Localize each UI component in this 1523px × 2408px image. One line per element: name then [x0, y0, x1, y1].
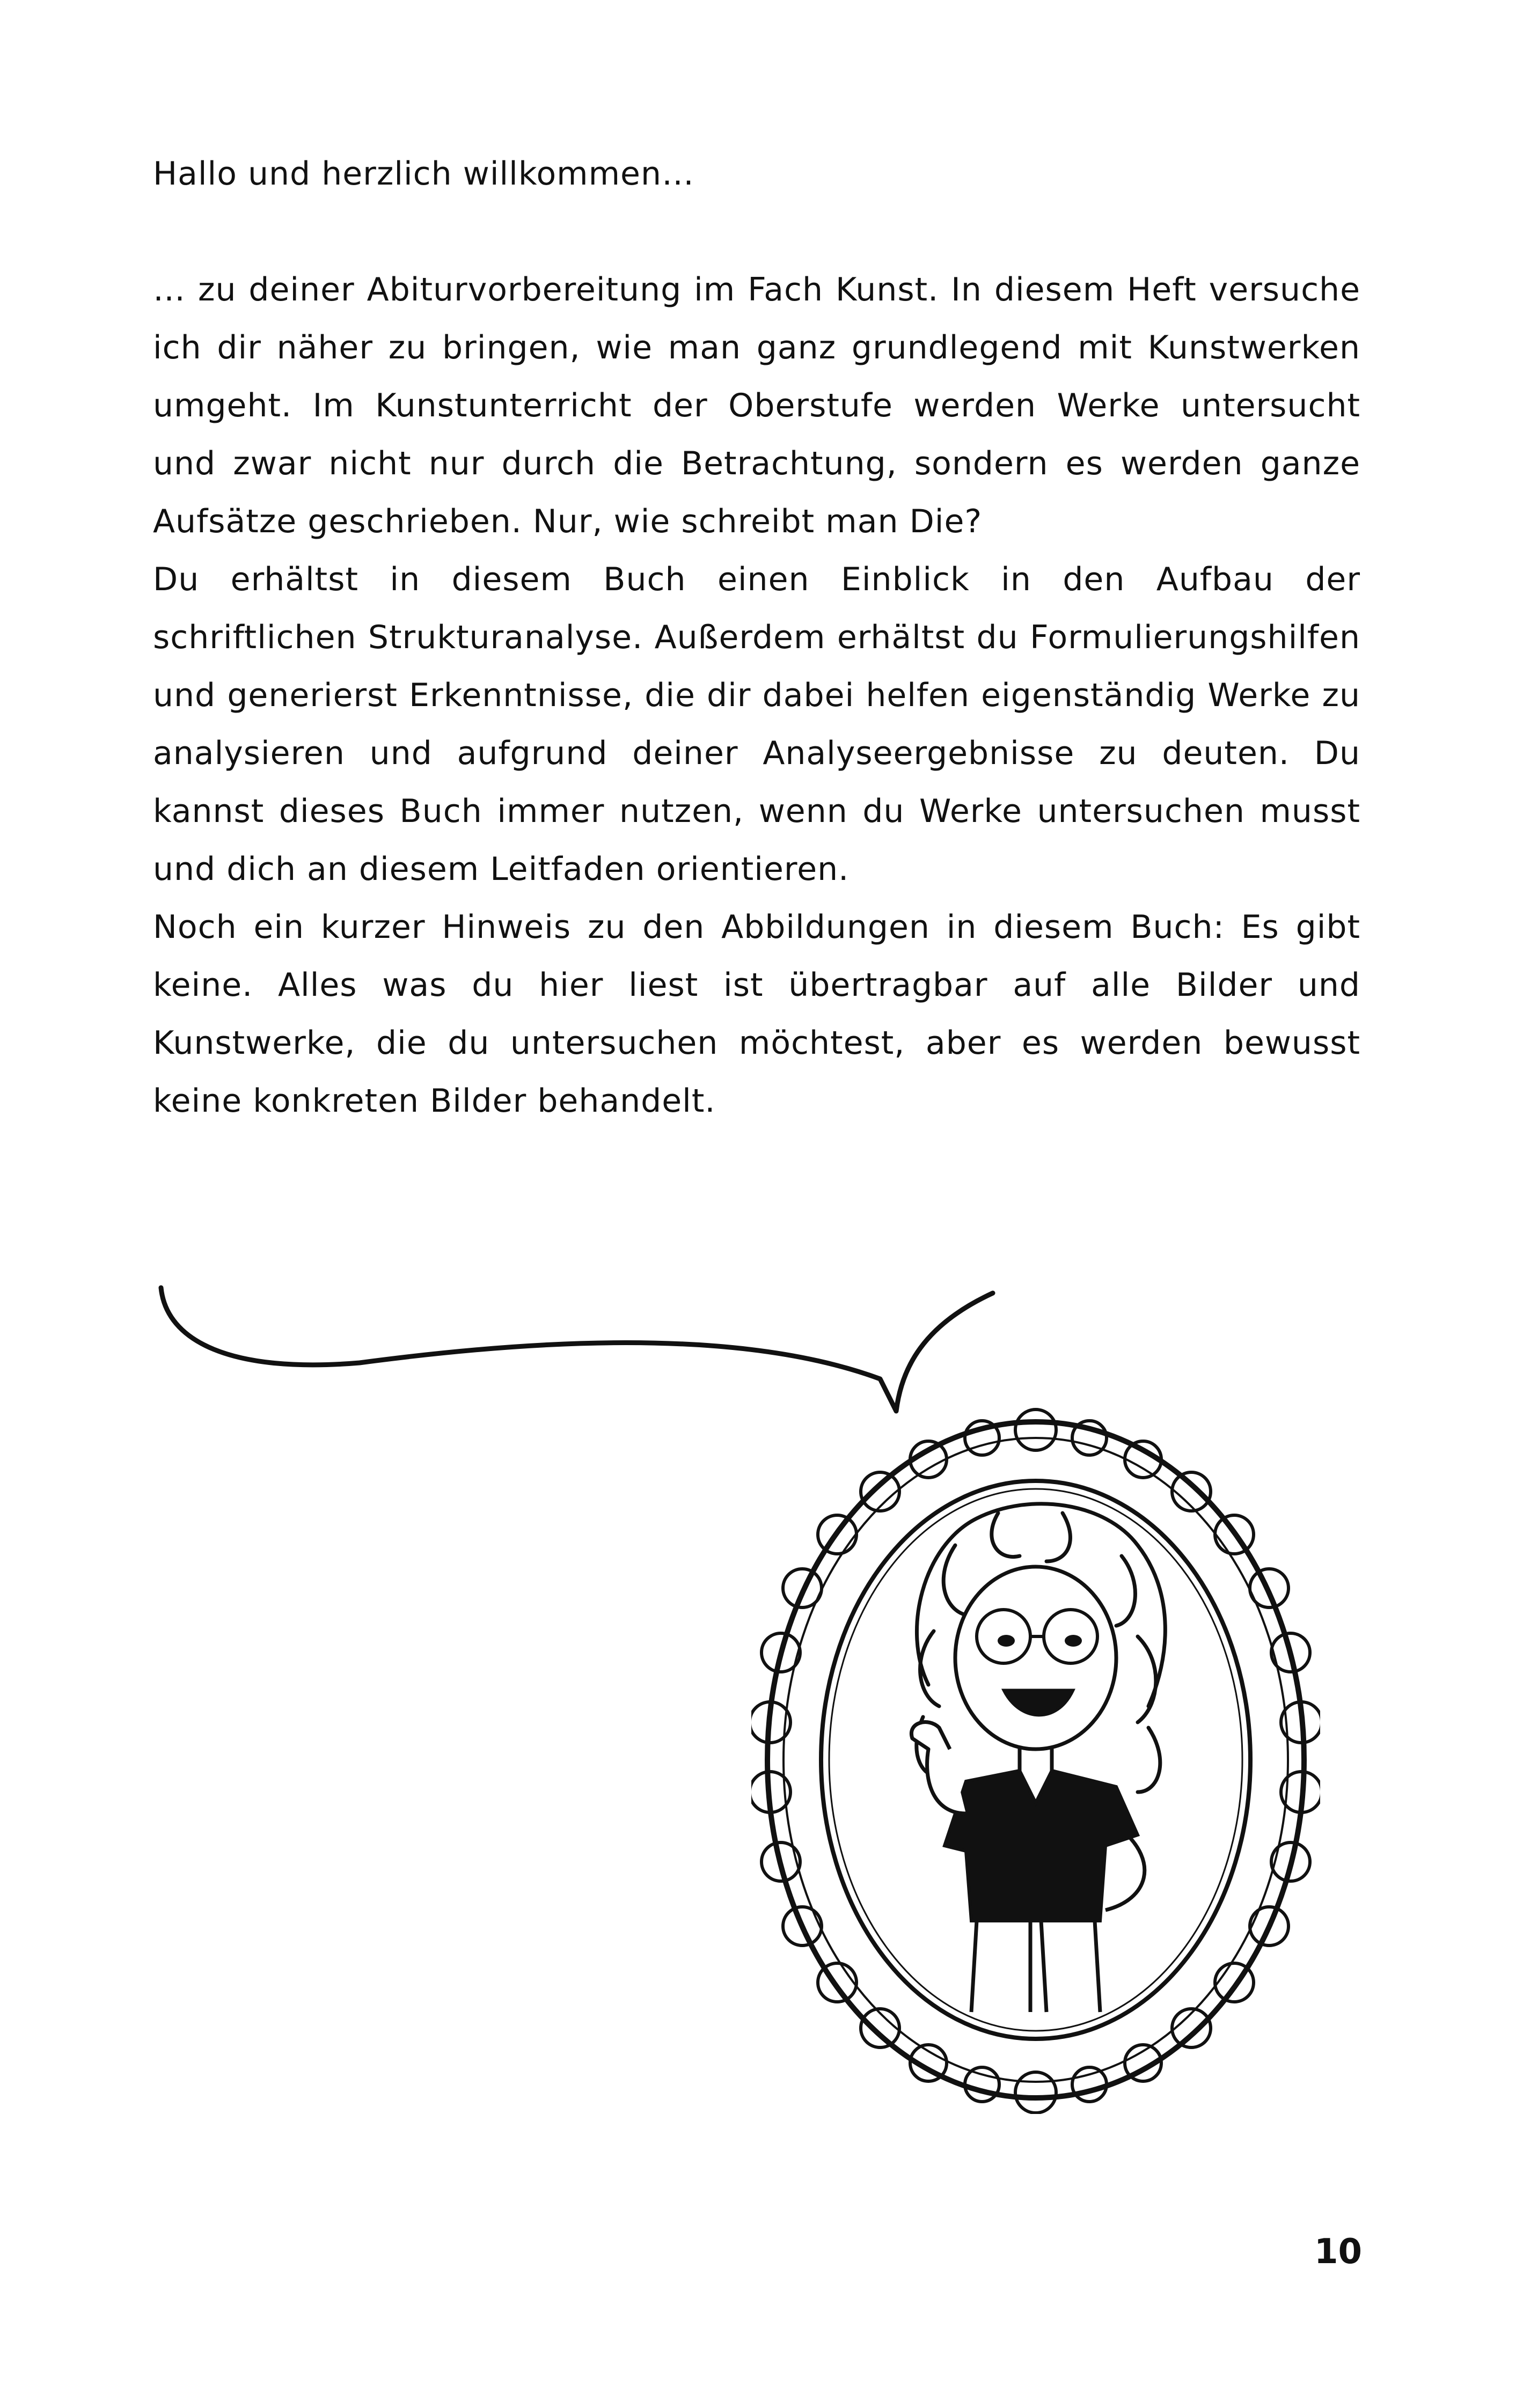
speech-bubble-icon	[145, 1277, 1014, 1416]
paragraph-content: Du erhältst in diesem Buch einen Einblick in den Aufbau der schriftlichen Strukturanalyse. Außerdem erhältst du Formulierungshilfen und generierst Erkenntnisse, die dir dabei helfen eigenständig Werke zu analysieren und aufgrund deiner Analyseergebnisse zu deuten. Du kannst dieses Buch immer nutzen, wenn du Werke untersuchen musst und dich an diesem Leitfaden orientieren.	[153, 561, 1360, 888]
greeting: Hallo und herzlich willkommen…	[153, 155, 694, 193]
framed-portrait-icon	[751, 1406, 1320, 2114]
page-number: 10	[1314, 2232, 1362, 2272]
body-text	[153, 145, 1360, 1130]
paragraph-intro: … zu deiner Abiturvorbereitung im Fach Kunst. In diesem Heft versuche ich dir näher zu bringen, wie man ganz grundlegend mit Kunstwerken umgeht. Im Kunstunterricht der Oberstufe werden Werke untersucht und zwar nicht nur durch die Betrachtung, sondern es werden ganze Aufsätze geschrieben. Nur, wie schreibt man Die?	[153, 271, 1360, 540]
paragraph-note: Noch ein kurzer Hinweis zu den Abbildungen in diesem Buch: Es gibt keine. Alles was du hier liest ist übertragbar auf alle Bilder und Kunstwerke, die du untersuchen möchtest, aber es werden bewusst keine konkreten Bilder behandelt.	[153, 908, 1360, 1120]
